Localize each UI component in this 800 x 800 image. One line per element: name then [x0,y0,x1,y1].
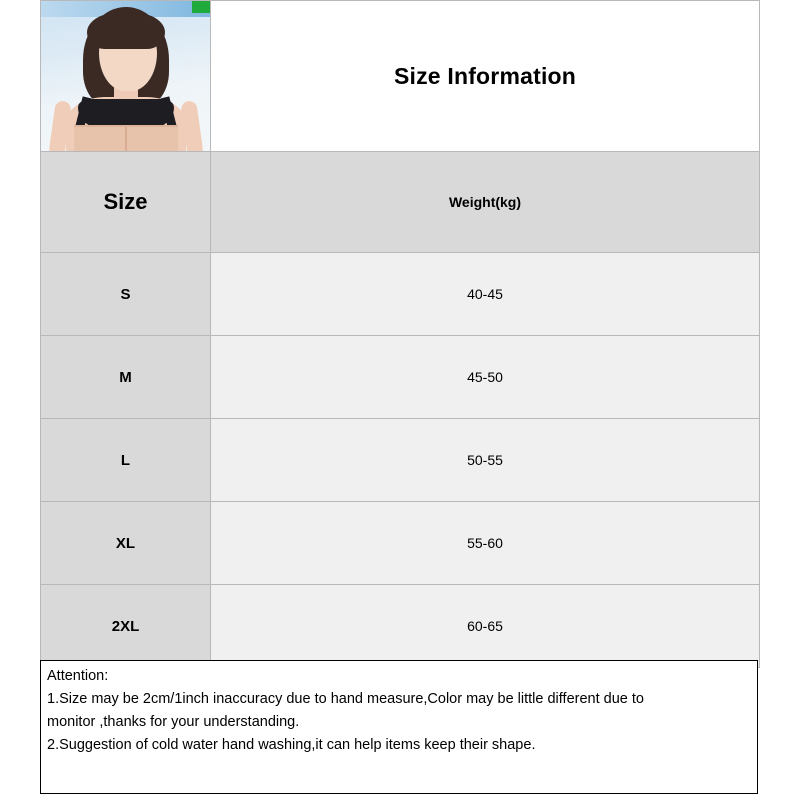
column-header-weight [211,152,760,253]
column-header-weight-label: Weight(kg) [448,194,522,210]
attention-line-1: 1.Size may be 2cm/1inch inaccuracy due to hand measure,Color may be little different due to [47,691,644,707]
row-size-cell [41,419,211,502]
row-weight-cell [211,585,760,668]
table-row [41,502,760,585]
row-weight-value: 50-55 [467,452,503,468]
column-header-size-label: Size [103,189,148,214]
row-size-cell [41,585,211,668]
attention-box [40,660,758,794]
row-size-label: XL [115,534,136,552]
page-title: Size Information [393,62,577,89]
row-size-cell [41,502,211,585]
table-header-row [41,1,760,152]
column-header-row [41,152,760,253]
green-corner-marker [192,1,210,13]
row-size-label: M [119,368,132,386]
row-size-cell [41,253,211,336]
row-weight-value: 60-65 [467,618,503,634]
row-weight-value: 40-45 [467,286,503,302]
table-row [41,585,760,668]
model-fringe [87,13,165,49]
table-row [41,336,760,419]
row-size-label: 2XL [111,617,140,635]
row-size-cell [41,336,211,419]
shapewear-garment [74,125,178,151]
row-weight-cell [211,419,760,502]
row-weight-value: 55-60 [467,535,503,551]
attention-line-2: monitor ,thanks for your understanding. [47,714,300,730]
product-photo [41,1,210,151]
row-weight-cell [211,336,760,419]
row-size-label: S [120,285,131,303]
size-information-table [40,0,760,668]
row-weight-cell [211,253,760,336]
table-row [41,419,760,502]
attention-line-3: 2.Suggestion of cold water hand washing,it can help items keep their shape. [47,737,536,753]
table-row [41,253,760,336]
title-cell [211,1,760,152]
row-size-label: L [120,451,131,469]
product-photo-cell [41,1,211,152]
column-header-size [41,152,211,253]
attention-heading: Attention: [47,668,109,684]
row-weight-value: 45-50 [467,369,503,385]
row-weight-cell [211,502,760,585]
